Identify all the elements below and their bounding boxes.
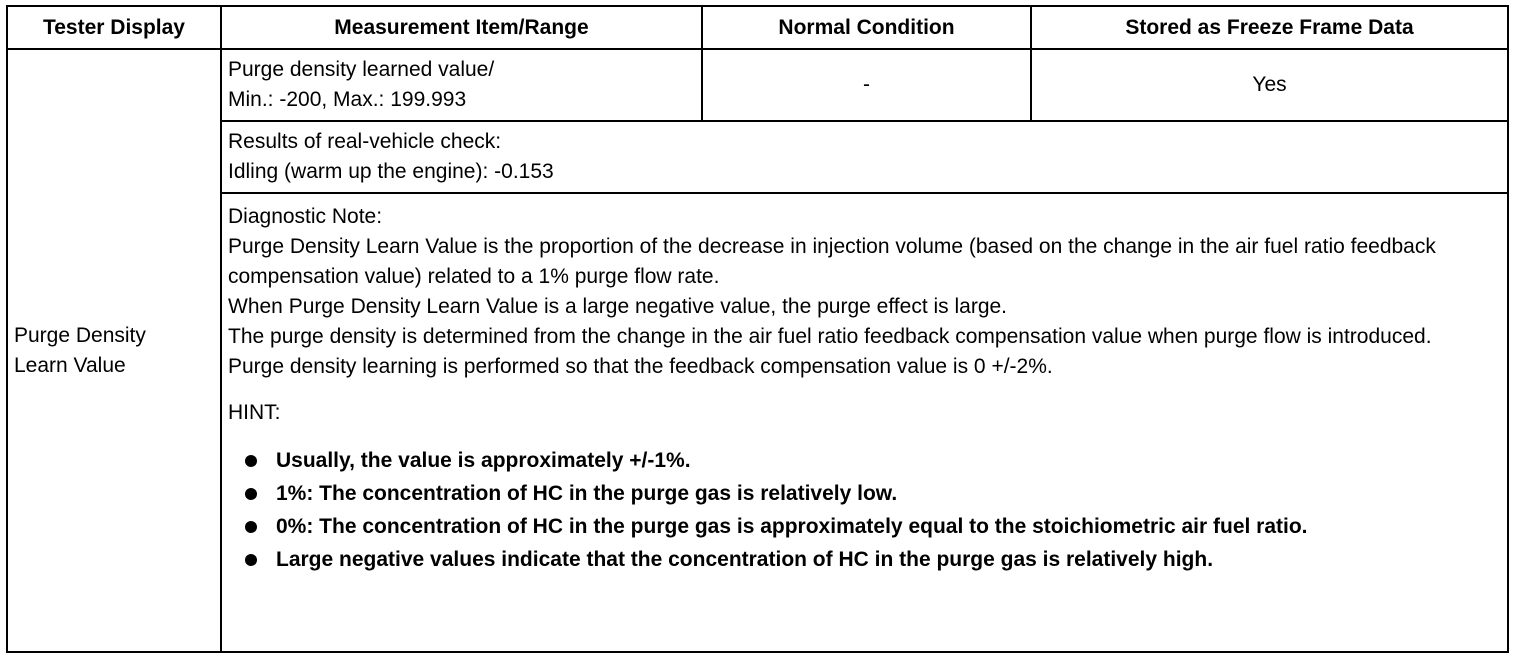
- diagnostic-note-paragraph: The purge density is determined from the change in the air fuel ratio feedback compensation value when purge flow is introduced.: [228, 325, 1432, 348]
- bullet-icon: [245, 554, 257, 566]
- bullet-icon: [245, 455, 257, 467]
- header-row: [7, 6, 1508, 49]
- real-vehicle-check-title: Results of real-vehicle check:: [228, 130, 502, 153]
- tester-display-cell: [7, 49, 221, 652]
- real-vehicle-check-result: Idling (warm up the engine): -0.153: [228, 160, 554, 183]
- hint-item: [228, 545, 1501, 575]
- diagnostic-note-paragraph: Purge Density Learn Value is the proportion of the decrease in injection volume (based on the change in the air fuel ratio feedback compensation value) related to a 1% purge flow rate.: [228, 235, 1436, 288]
- hint-label: HINT:: [228, 401, 281, 424]
- measurement-range-cell: [221, 49, 702, 121]
- freeze-frame-cell: Yes: [1031, 49, 1508, 121]
- header-tester-display: Tester Display: [7, 6, 221, 49]
- hint-item: [228, 446, 1501, 476]
- hint-item: [228, 512, 1501, 542]
- measurement-range-line-1: Purge density learned value/: [228, 58, 495, 81]
- hint-text: 1%: The concentration of HC in the purge gas is relatively low.: [276, 482, 898, 505]
- diagnostic-note-title: Diagnostic Note:: [228, 205, 383, 228]
- hint-text: 0%: The concentration of HC in the purge gas is approximately equal to the stoichiometric air fuel ratio.: [276, 515, 1308, 538]
- table-row: [7, 49, 1508, 121]
- hint-item: [228, 479, 1501, 509]
- measurement-range-line-2: Min.: -200, Max.: 199.993: [228, 88, 467, 111]
- header-freeze-frame: Stored as Freeze Frame Data: [1031, 6, 1508, 49]
- diagnostic-note-paragraph: When Purge Density Learn Value is a large negative value, the purge effect is large.: [228, 295, 1008, 318]
- bullet-icon: [245, 521, 257, 533]
- data-list-table: [6, 5, 1509, 653]
- tester-display-value: Purge Density Learn Value: [14, 323, 146, 377]
- normal-condition-cell: -: [702, 49, 1031, 121]
- table-row: [7, 121, 1508, 193]
- hint-text: Large negative values indicate that the concentration of HC in the purge gas is relatively high.: [276, 548, 1214, 571]
- hint-text: Usually, the value is approximately +/-1%.: [276, 449, 691, 472]
- header-normal-condition: Normal Condition: [702, 6, 1031, 49]
- table-row: [7, 193, 1508, 652]
- header-measurement-item: Measurement Item/Range: [221, 6, 702, 49]
- diagnostic-note-paragraph: Purge density learning is performed so that the feedback compensation value is 0 +/-2%.: [228, 355, 1053, 378]
- real-vehicle-check-cell: [221, 121, 1508, 193]
- hint-list: [228, 446, 1501, 575]
- diagnostic-note-cell: [221, 193, 1508, 652]
- bullet-icon: [245, 488, 257, 500]
